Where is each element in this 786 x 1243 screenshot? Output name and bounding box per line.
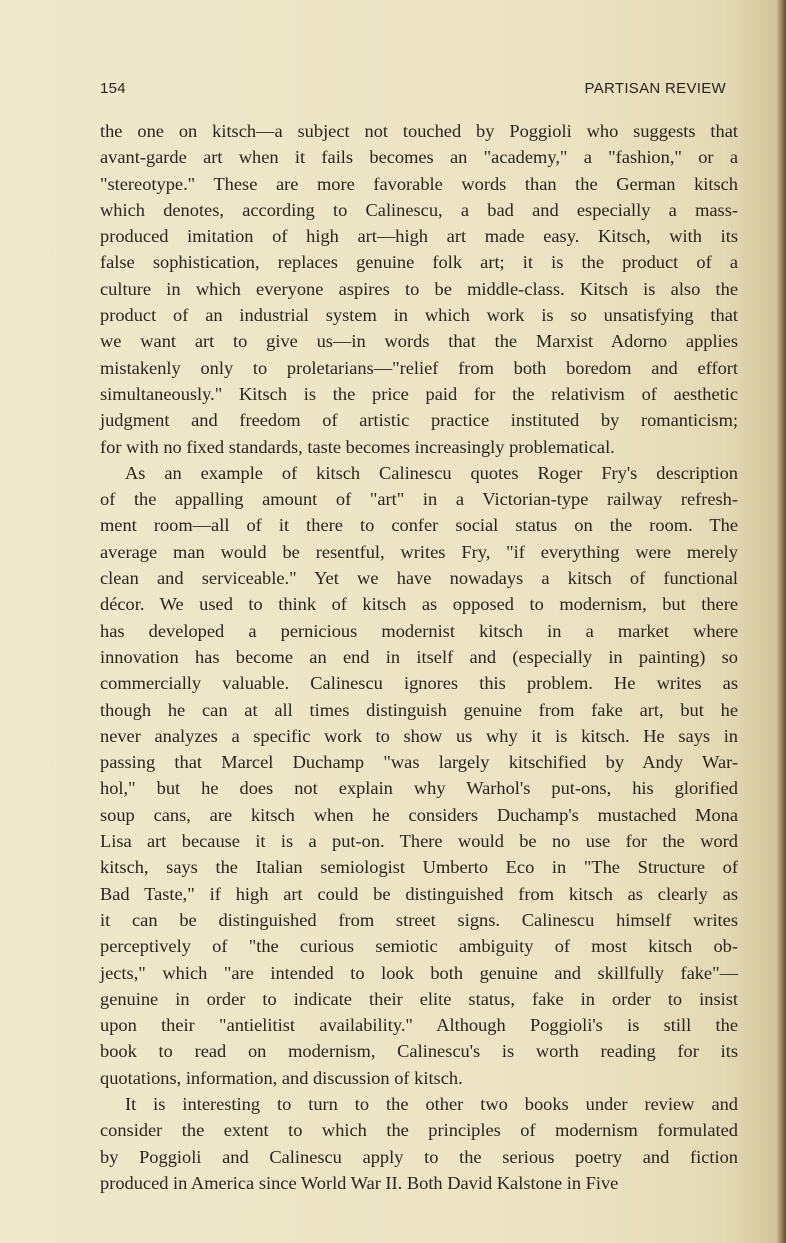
text-line: kitsch, says the Italian semiologist Umberto Eco in "The Structure of	[100, 857, 738, 878]
text-line: it can be distinguished from street signs. Calinescu himself writes	[100, 909, 738, 930]
text-line: It is interesting to turn to the other two books under review and	[125, 1093, 738, 1114]
text-line: by Poggioli and Calinescu apply to the serious poetry and fiction	[100, 1146, 738, 1167]
text-line: commercially valuable. Calinescu ignores this problem. He writes as	[100, 673, 738, 694]
page-header	[100, 80, 726, 102]
text-line: false sophistication, replaces genuine folk art; it is the product of a	[100, 252, 738, 273]
page-binding-shadow	[776, 0, 786, 1243]
text-line: though he can at all times distinguish genuine from fake art, but he	[100, 699, 738, 720]
text-line: genuine in order to indicate their elite status, fake in order to insist	[100, 988, 738, 1009]
text-line: quotations, information, and discussion of kitsch.	[100, 1067, 463, 1088]
text-line: produced in America since World War II. Both David Kalstone in Five	[100, 1172, 619, 1193]
text-line: perceptively of "the curious semiotic ambiguity of most kitsch ob-	[100, 936, 738, 957]
text-line: book to read on modernism, Calinescu's is worth reading for its	[100, 1041, 738, 1062]
text-line: consider the extent to which the principles of modernism formulated	[100, 1120, 738, 1141]
text-line: produced imitation of high art—high art made easy. Kitsch, with its	[100, 226, 738, 247]
text-line: mistakenly only to proletarians—"relief from both boredom and effort	[100, 357, 738, 378]
text-line: simultaneously." Kitsch is the price paid for the relativism of aesthetic	[100, 383, 738, 404]
text-line: upon their "antielitist availability." Although Poggioli's is still the	[100, 1015, 738, 1036]
paragraph-3	[100, 1091, 738, 1196]
text-line: has developed a pernicious modernist kitsch in a market where	[100, 620, 738, 641]
page-number: 154	[100, 80, 126, 97]
text-line: décor. We used to think of kitsch as opposed to modernism, but there	[100, 594, 738, 615]
text-line: never analyzes a specific work to show us why it is kitsch. He says in	[100, 725, 738, 746]
paragraph-2	[100, 460, 738, 1091]
text-line: As an example of kitsch Calinescu quotes Roger Fry's description	[125, 462, 738, 483]
text-line: Lisa art because it is a put-on. There would be no use for the word	[100, 831, 738, 852]
text-line: passing that Marcel Duchamp "was largely kitschified by Andy War-	[100, 752, 738, 773]
text-line: culture in which everyone aspires to be middle-class. Kitsch is also the	[100, 278, 738, 299]
text-line: clean and serviceable." Yet we have nowadays a kitsch of functional	[100, 568, 738, 589]
text-line: of the appalling amount of "art" in a Victorian-type railway refresh-	[100, 489, 738, 510]
text-line: Bad Taste," if high art could be distinguished from kitsch as clearly as	[100, 883, 738, 904]
text-line: we want art to give us—in words that the Marxist Adorno applies	[100, 331, 738, 352]
running-head: PARTISAN REVIEW	[584, 80, 726, 97]
text-line: the one on kitsch—a subject not touched by Poggioli who suggests that	[100, 121, 738, 141]
text-line: hol," but he does not explain why Warhol's put-ons, his glorified	[100, 778, 738, 799]
text-line: avant-garde art when it fails becomes an "academy," a "fashion," or a	[100, 147, 738, 168]
text-line: jects," which "are intended to look both genuine and skillfully fake"—	[100, 962, 738, 983]
text-line: for with no fixed standards, taste becomes increasingly problematical.	[100, 436, 615, 457]
text-line: judgment and freedom of artistic practice instituted by romanticism;	[100, 410, 738, 431]
text-line: average man would be resentful, writes Fry, "if everything were merely	[100, 541, 738, 562]
text-line: product of an industrial system in which work is so unsatisfying that	[100, 305, 738, 326]
text-line: which denotes, according to Calinescu, a bad and especially a mass-	[100, 199, 738, 220]
body-text	[100, 118, 738, 1196]
text-line: ment room—all of it there to confer social status on the room. The	[100, 515, 738, 536]
text-line: innovation has become an end in itself and (especially in painting) so	[100, 646, 738, 667]
paragraph-1	[100, 118, 738, 460]
text-line: "stereotype." These are more favorable words than the German kitsch	[100, 173, 738, 194]
text-line: soup cans, are kitsch when he considers Duchamp's mustached Mona	[100, 804, 738, 825]
